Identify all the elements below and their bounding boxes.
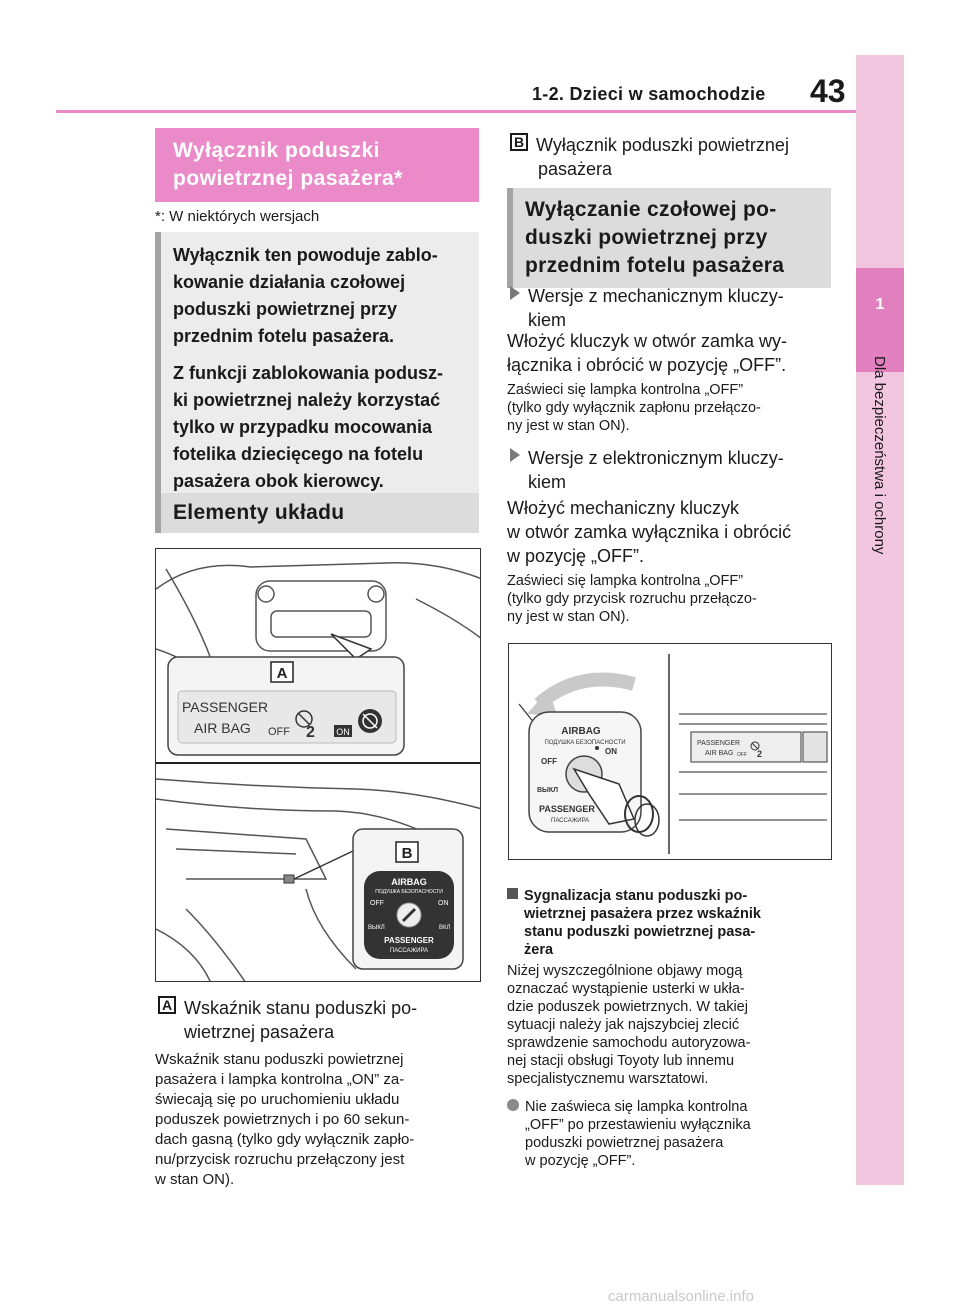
desc-line: nu/przycisk rozruchu przełączony jest	[155, 1151, 405, 1168]
panel-passenger-text: PASSENGER	[697, 740, 741, 747]
section-title: 1-2. Dzieci w samochodzie	[532, 84, 766, 104]
result-line: ny jest w stan ON).	[507, 609, 630, 625]
note-line: poduszki powietrznej przy	[173, 299, 398, 319]
mechanical-key-step	[507, 329, 841, 377]
desc-line: specjalistycznemu warsztatowi.	[507, 1071, 709, 1087]
triangle-bullet-icon	[510, 448, 520, 462]
dashboard-illustration	[156, 549, 481, 982]
step-line: łącznika i obrócić w pozycję „OFF”.	[507, 355, 787, 375]
item-b-title-line1: Wyłącznik poduszki powietrznej	[536, 135, 789, 155]
svg-text:2: 2	[757, 749, 763, 759]
triangle-bullet-icon	[510, 286, 520, 300]
switch2-off-ru-text: ВЫКЛ	[537, 787, 559, 794]
switch2-on-text: ON	[605, 747, 617, 756]
switch-passenger-ru-text: ПАССАЖИРА	[389, 948, 429, 954]
bullet-item	[507, 1098, 841, 1170]
disable-title-line1: Wyłączanie czołowej po-	[525, 198, 777, 221]
label-b-callout: B	[401, 845, 413, 862]
desc-line: nej stacji obsługi Toyoty lub innemu	[507, 1053, 735, 1069]
desc-line: poduszek powietrznych i po 60 sekun-	[155, 1111, 410, 1128]
key-switch-illustration	[509, 644, 832, 860]
indicator-airbag-text: AIR BAG	[194, 720, 251, 736]
svg-text:2: 2	[306, 724, 315, 741]
mechanical-key-result	[507, 381, 841, 435]
electronic-key-heading	[510, 446, 840, 494]
signal-title-line2: wietrznej pasażera przez wskaźnik	[524, 906, 761, 922]
bullet-line3: poduszki powietrznej pasażera	[525, 1135, 724, 1151]
switch-passenger-text: PASSENGER	[384, 936, 434, 945]
electronic-key-result	[507, 572, 841, 626]
signal-title-line4: żera	[524, 942, 554, 958]
round-bullet-icon	[507, 1099, 519, 1111]
bullet-line2: „OFF” po przestawieniu wyłącznika	[525, 1117, 751, 1133]
panel-off-text: OFF	[737, 752, 747, 758]
label-a-box: A	[158, 996, 176, 1014]
step-line: Włożyć kluczyk w otwór zamka wy-	[507, 331, 788, 351]
indicator-off-text: OFF	[268, 726, 290, 738]
label-a-callout: A	[276, 665, 288, 682]
disable-title-line3: przednim fotelu pasażera	[525, 254, 785, 277]
desc-line: w stan ON).	[155, 1171, 235, 1188]
result-line: (tylko gdy wyłącznik zapłonu przełączo-	[507, 400, 761, 416]
note-line: kowanie działania czołowej	[173, 272, 406, 292]
mech-key-line1: Wersje z mechanicznym kluczy-	[528, 286, 784, 306]
desc-line: sytuacji należy jak najszybciej zlecić	[507, 1017, 740, 1033]
switch-airbag-text: AIRBAG	[391, 877, 427, 887]
header-rule	[56, 110, 856, 113]
main-title-line2: powietrznej pasażera*	[173, 167, 403, 190]
page-number: 43	[810, 73, 846, 109]
elec-key-line1: Wersje z elektronicznym kluczy-	[528, 448, 784, 468]
label-b-box: B	[510, 133, 528, 151]
note-line: Wyłącznik ten powoduje zablo-	[173, 245, 438, 265]
desc-line: dzie poduszek powietrznych. W takiej	[507, 999, 748, 1015]
item-b-title-line2: pasażera	[538, 159, 613, 179]
switch-location-marker	[284, 875, 294, 883]
panel-airbag-text: AIR BAG	[705, 750, 734, 757]
switch-off-text: OFF	[370, 900, 384, 907]
chapter-title: Dla bezpieczeństwa i ochrony	[871, 356, 888, 555]
mechanical-key-heading	[510, 284, 840, 332]
chapter-number: 1	[875, 296, 885, 313]
item-a-description	[155, 1050, 481, 1190]
desc-line: Wskaźnik stanu poduszki powietrznej	[155, 1051, 404, 1068]
signal-section-heading	[507, 887, 841, 959]
switch2-passenger-text: PASSENGER	[539, 804, 595, 814]
main-title-line1: Wyłącznik poduszki	[173, 139, 380, 162]
step-line: Włożyć mechaniczny kluczyk	[507, 498, 740, 518]
desc-line: dach gasną (tylko gdy wyłącznik zapło-	[155, 1131, 415, 1148]
item-a-title-line2: wietrznej pasażera	[184, 1022, 335, 1042]
switch-on-ru-text: ВКЛ	[439, 925, 451, 931]
switch2-airbag-ru-text: ПОДУШКА БЕЗОПАСНОСТИ	[544, 740, 626, 746]
note-line: pasażera obok kierowcy.	[173, 471, 384, 491]
key-switch-figure	[508, 643, 832, 860]
switch2-off-text: OFF	[541, 757, 557, 766]
bullet-line1: Nie zaświeca się lampka kontrolna	[525, 1099, 748, 1115]
note-line: fotelika dziecięcego na fotelu	[173, 444, 424, 464]
item-a-title	[158, 996, 480, 1044]
rotate-arrow-icon	[539, 680, 634, 705]
signal-description	[507, 962, 841, 1088]
warning-note	[155, 232, 479, 505]
airbag-on-lamp-icon	[358, 709, 382, 733]
note-line: przednim fotelu pasażera.	[173, 326, 395, 346]
note-line: ki powietrznej należy korzystać	[173, 390, 441, 410]
desc-line: oznaczać wystąpienie usterki w ukła-	[507, 981, 745, 997]
bullet-line4: w pozycję „OFF”.	[525, 1153, 636, 1169]
electronic-key-step	[507, 496, 841, 568]
chapter-side-tab	[856, 55, 904, 1185]
item-a-title-line1: Wskaźnik stanu poduszki po-	[184, 998, 418, 1018]
switch2-passenger-ru-text: ПАССАЖИРА	[551, 818, 590, 824]
desc-line: Niżej wyszczególnione objawy mogą	[507, 963, 743, 979]
switch-off-ru-text: ВЫКЛ	[368, 925, 385, 931]
result-line: Zaświeci się lampka kontrolna „OFF”	[507, 382, 744, 398]
square-bullet-icon	[507, 888, 518, 899]
note-line: Z funkcji zablokowania podusz-	[173, 363, 444, 383]
signal-title-line3: stanu poduszki powietrznej pasa-	[524, 924, 756, 940]
switch-on-text: ON	[438, 900, 449, 907]
mech-key-line2: kiem	[528, 310, 567, 330]
disable-section-title	[507, 188, 831, 288]
airbag-switch-face	[364, 871, 454, 959]
main-section-title	[155, 128, 479, 202]
disable-title-line2: duszki powietrznej przy	[525, 226, 768, 249]
watermark-text: carmanualsonline.info	[608, 1288, 754, 1305]
note-line: tylko w przypadku mocowania	[173, 417, 433, 437]
desc-line: pasażera i lampka kontrolna „ON” za-	[155, 1071, 405, 1088]
signal-title-line1: Sygnalizacja stanu poduszki po-	[524, 888, 748, 904]
switch2-airbag-text: AIRBAG	[561, 726, 601, 737]
indicator-passenger-text: PASSENGER	[182, 699, 269, 715]
components-title: Elementy układu	[155, 493, 479, 533]
footnote: *: W niektórych wersjach	[155, 208, 320, 225]
indicator-on-text: ON	[336, 727, 350, 737]
step-line: w otwór zamka wyłącznika i obrócić	[507, 522, 792, 542]
result-line: (tylko gdy przycisk rozruchu przełączo-	[507, 591, 757, 607]
result-line: Zaświeci się lampka kontrolna „OFF”	[507, 573, 744, 589]
step-line: w pozycję „OFF”.	[507, 546, 645, 566]
desc-line: sprawdzenie samochodu autoryzowa-	[507, 1035, 751, 1051]
elec-key-line2: kiem	[528, 472, 567, 492]
components-figure	[155, 548, 481, 982]
switch-airbag-ru-text: ПОДУШКА БЕЗОПАСНОСТИ	[375, 889, 443, 895]
result-line: ny jest w stan ON).	[507, 418, 630, 434]
item-b-title	[510, 133, 840, 181]
desc-line: świecają się po uruchomieniu układu	[155, 1091, 400, 1108]
